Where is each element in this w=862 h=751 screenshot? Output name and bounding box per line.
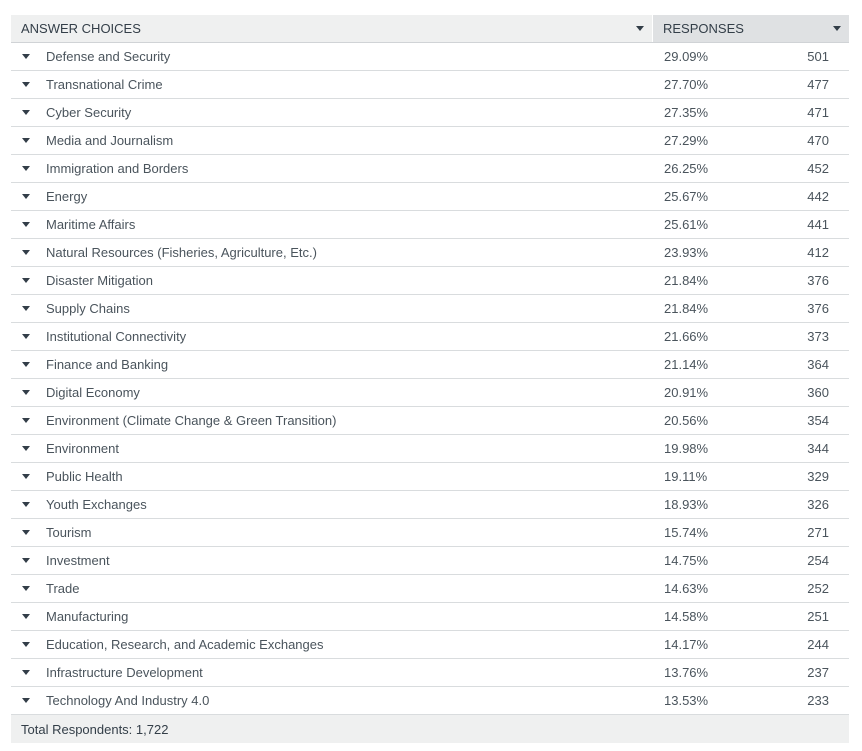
chevron-down-icon[interactable] [22,306,30,311]
table-row [11,687,849,715]
table-row [11,43,849,71]
row-percentage: 25.67% [664,189,709,204]
row-percentage: 14.58% [664,609,709,624]
table-row [11,71,849,99]
chevron-down-icon[interactable] [22,166,30,171]
responses-header-label: RESPONSES [663,21,744,36]
row-percentage: 21.84% [664,301,709,316]
row-percentage: 27.70% [664,77,709,92]
chevron-down-icon[interactable] [22,530,30,535]
row-expand-toggle[interactable] [11,614,41,619]
table-row [11,127,849,155]
chevron-down-icon[interactable] [22,138,30,143]
row-label: Public Health [46,469,123,484]
table-row [11,659,849,687]
table-row [11,99,849,127]
chevron-down-icon[interactable] [22,418,30,423]
row-count: 360 [807,385,829,400]
row-label: Energy [46,189,88,204]
row-percentage: 19.98% [664,441,709,456]
row-expand-toggle[interactable] [11,586,41,591]
chevron-down-icon[interactable] [22,110,30,115]
row-count: 373 [807,329,829,344]
row-expand-toggle[interactable] [11,530,41,535]
row-label: Infrastructure Development [46,665,203,680]
row-percentage: 21.84% [664,273,709,288]
table-row [11,575,849,603]
table-row [11,267,849,295]
row-percentage: 18.93% [664,497,709,512]
row-label: Education, Research, and Academic Exchanges [46,637,324,652]
chevron-down-icon[interactable] [22,670,30,675]
row-percentage: 21.66% [664,329,709,344]
row-percentage: 15.74% [664,525,709,540]
row-percentage: 29.09% [664,49,709,64]
row-count: 244 [807,637,829,652]
table-body [11,43,849,715]
responses-table [11,15,849,743]
row-label: Natural Resources (Fisheries, Agriculture, Etc.) [46,245,317,260]
row-label: Disaster Mitigation [46,273,153,288]
row-percentage: 13.76% [664,665,709,680]
row-label: Investment [46,553,110,568]
row-expand-toggle[interactable] [11,250,41,255]
row-label: Environment (Climate Change & Green Transition) [46,413,337,428]
row-expand-toggle[interactable] [11,362,41,367]
row-label: Finance and Banking [46,357,169,372]
row-count: 329 [807,469,829,484]
row-percentage: 27.35% [664,105,709,120]
chevron-down-icon[interactable] [22,558,30,563]
row-count: 252 [807,581,829,596]
row-count: 376 [807,273,829,288]
row-count: 364 [807,357,829,372]
table-row [11,435,849,463]
row-count: 344 [807,441,829,456]
row-expand-toggle[interactable] [11,110,41,115]
chevron-down-icon[interactable] [22,278,30,283]
row-count: 254 [807,553,829,568]
row-expand-toggle[interactable] [11,418,41,423]
table-footer [11,715,849,743]
row-expand-toggle[interactable] [11,558,41,563]
chevron-down-icon[interactable] [22,54,30,59]
row-expand-toggle[interactable] [11,138,41,143]
chevron-down-icon[interactable] [22,642,30,647]
row-count: 376 [807,301,829,316]
row-count: 354 [807,413,829,428]
row-count: 471 [807,105,829,120]
table-row [11,407,849,435]
answer-choices-header-label: ANSWER CHOICES [21,21,141,36]
table-row [11,323,849,351]
table-header [11,15,849,43]
chevron-down-icon[interactable] [22,194,30,199]
row-percentage: 21.14% [664,357,709,372]
row-count: 271 [807,525,829,540]
row-expand-toggle[interactable] [11,334,41,339]
row-expand-toggle[interactable] [11,474,41,479]
chevron-down-icon[interactable] [22,82,30,87]
chevron-down-icon[interactable] [22,362,30,367]
row-count: 477 [807,77,829,92]
row-expand-toggle[interactable] [11,306,41,311]
row-count: 412 [807,245,829,260]
row-label: Tourism [46,525,92,540]
row-label: Maritime Affairs [46,217,136,232]
table-row [11,603,849,631]
sort-caret-icon[interactable] [833,26,841,31]
table-row [11,239,849,267]
row-percentage: 23.93% [664,245,709,260]
table-row [11,491,849,519]
table-row [11,631,849,659]
chevron-down-icon[interactable] [22,390,30,395]
row-count: 237 [807,665,829,680]
chevron-down-icon[interactable] [22,502,30,507]
row-count: 326 [807,497,829,512]
row-expand-toggle[interactable] [11,54,41,59]
sort-caret-icon[interactable] [636,26,644,31]
row-count: 441 [807,217,829,232]
chevron-down-icon[interactable] [22,586,30,591]
row-count: 251 [807,609,829,624]
table-row [11,155,849,183]
row-count: 442 [807,189,829,204]
row-expand-toggle[interactable] [11,166,41,171]
row-expand-toggle[interactable] [11,222,41,227]
row-expand-toggle[interactable] [11,670,41,675]
row-expand-toggle[interactable] [11,502,41,507]
row-percentage: 14.63% [664,581,709,596]
row-percentage: 20.91% [664,385,709,400]
row-label: Youth Exchanges [46,497,147,512]
row-percentage: 25.61% [664,217,709,232]
table-row [11,379,849,407]
chevron-down-icon[interactable] [22,474,30,479]
row-expand-toggle[interactable] [11,82,41,87]
row-label: Defense and Security [46,49,171,64]
row-expand-toggle[interactable] [11,698,41,703]
row-label: Media and Journalism [46,133,174,148]
table-row [11,211,849,239]
table-row [11,295,849,323]
row-count: 501 [807,49,829,64]
row-label: Technology And Industry 4.0 [46,693,210,708]
row-count: 470 [807,133,829,148]
row-label: Cyber Security [46,105,132,120]
row-percentage: 13.53% [664,693,709,708]
row-percentage: 20.56% [664,413,709,428]
table-row [11,519,849,547]
row-label: Immigration and Borders [46,161,189,176]
row-percentage: 27.29% [664,133,709,148]
answer-choices-header[interactable] [11,15,653,42]
chevron-down-icon[interactable] [22,334,30,339]
table-row [11,463,849,491]
row-percentage: 26.25% [664,161,709,176]
chevron-down-icon[interactable] [22,614,30,619]
row-label: Transnational Crime [46,77,163,92]
row-label: Institutional Connectivity [46,329,187,344]
chevron-down-icon[interactable] [22,222,30,227]
row-expand-toggle[interactable] [11,642,41,647]
chevron-down-icon[interactable] [22,446,30,451]
row-percentage: 14.75% [664,553,709,568]
row-count: 233 [807,693,829,708]
row-label: Trade [46,581,80,596]
table-row [11,351,849,379]
total-respondents: Total Respondents: 1,722 [21,721,169,737]
row-label: Manufacturing [46,609,129,624]
row-expand-toggle[interactable] [11,446,41,451]
row-label: Supply Chains [46,301,130,316]
row-expand-toggle[interactable] [11,278,41,283]
row-count: 452 [807,161,829,176]
row-label: Environment [46,441,119,456]
row-expand-toggle[interactable] [11,194,41,199]
table-row [11,547,849,575]
responses-header[interactable] [653,15,849,42]
chevron-down-icon[interactable] [22,250,30,255]
row-expand-toggle[interactable] [11,390,41,395]
row-percentage: 14.17% [664,637,709,652]
table-row [11,183,849,211]
row-percentage: 19.11% [664,469,708,484]
row-label: Digital Economy [46,385,140,400]
chevron-down-icon[interactable] [22,698,30,703]
